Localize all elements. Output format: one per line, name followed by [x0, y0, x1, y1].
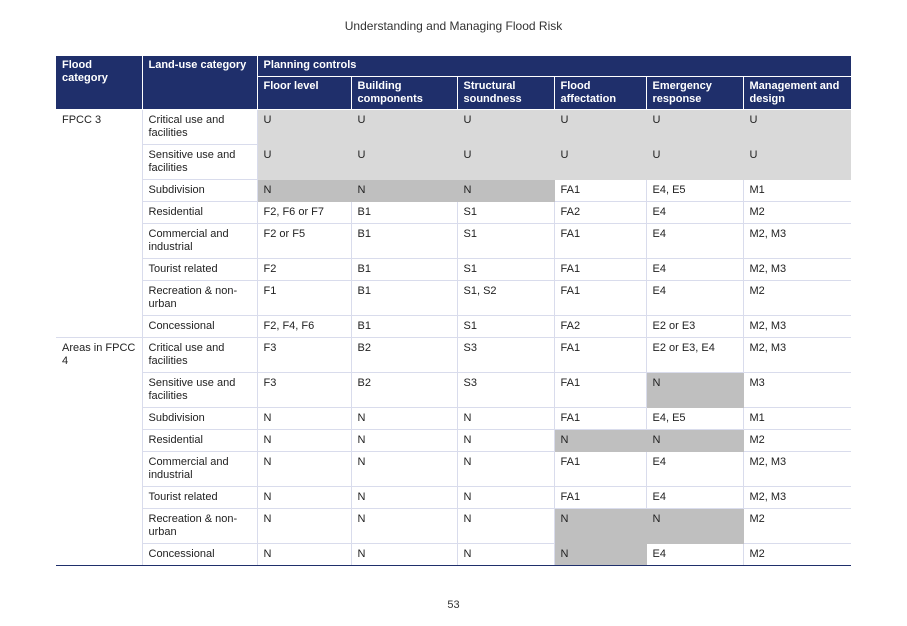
control-cell: F2 or F5	[257, 224, 351, 259]
land-use-cell: Recreation & non-urban	[142, 509, 257, 544]
table-row	[56, 544, 851, 566]
control-cell: N	[457, 487, 554, 509]
land-use-cell: Tourist related	[142, 259, 257, 281]
control-cell: E4	[646, 259, 743, 281]
table-row	[56, 338, 851, 373]
control-cell: E4	[646, 452, 743, 487]
control-cell: E2 or E3, E4	[646, 338, 743, 373]
table-row	[56, 110, 851, 145]
control-cell: FA1	[554, 408, 646, 430]
control-cell: S1	[457, 259, 554, 281]
control-cell: E2 or E3	[646, 316, 743, 338]
control-cell: M1	[743, 180, 851, 202]
control-cell: N	[351, 180, 457, 202]
control-cell: FA1	[554, 487, 646, 509]
control-cell: F2, F6 or F7	[257, 202, 351, 224]
table-row	[56, 509, 851, 544]
land-use-cell: Commercial and industrial	[142, 452, 257, 487]
control-cell: M2, M3	[743, 338, 851, 373]
control-cell: F2, F4, F6	[257, 316, 351, 338]
control-cell: F3	[257, 338, 351, 373]
control-cell: N	[257, 509, 351, 544]
header-emergency-response: Emergency response	[646, 77, 743, 110]
control-cell: FA1	[554, 259, 646, 281]
control-cell: U	[257, 145, 351, 180]
control-cell: U	[554, 145, 646, 180]
header-structural-soundness: Structural soundness	[457, 77, 554, 110]
land-use-cell: Concessional	[142, 544, 257, 566]
table-row	[56, 259, 851, 281]
land-use-cell: Sensitive use and facilities	[142, 145, 257, 180]
control-cell: U	[743, 110, 851, 145]
control-cell: N	[257, 487, 351, 509]
table-row	[56, 373, 851, 408]
control-cell: S3	[457, 373, 554, 408]
land-use-cell: Concessional	[142, 316, 257, 338]
land-use-cell: Residential	[142, 202, 257, 224]
control-cell: S1	[457, 202, 554, 224]
control-cell: N	[351, 452, 457, 487]
control-cell: E4	[646, 224, 743, 259]
control-cell: F3	[257, 373, 351, 408]
control-cell: E4, E5	[646, 408, 743, 430]
land-use-cell: Sensitive use and facilities	[142, 373, 257, 408]
page-header: Understanding and Managing Flood Risk	[344, 19, 563, 33]
control-cell: N	[457, 430, 554, 452]
control-cell: E4	[646, 281, 743, 316]
header-flood-affectation: Flood affectation	[554, 77, 646, 110]
header-building-components: Building components	[351, 77, 457, 110]
control-cell: N	[351, 408, 457, 430]
control-cell: B2	[351, 338, 457, 373]
control-cell: M1	[743, 408, 851, 430]
control-cell: U	[351, 110, 457, 145]
control-cell: N	[351, 430, 457, 452]
land-use-cell: Tourist related	[142, 487, 257, 509]
table-row	[56, 316, 851, 338]
control-cell: FA2	[554, 202, 646, 224]
header-planning-controls: Planning controls	[257, 56, 851, 77]
control-cell: N	[351, 544, 457, 566]
header-flood-category: Flood category	[56, 56, 142, 110]
table-row	[56, 452, 851, 487]
page-number: 53	[447, 599, 460, 611]
control-cell: B1	[351, 259, 457, 281]
table-row	[56, 224, 851, 259]
control-cell: S1	[457, 316, 554, 338]
control-cell: N	[351, 487, 457, 509]
control-cell: N	[554, 509, 646, 544]
control-cell: M2	[743, 202, 851, 224]
table-row	[56, 202, 851, 224]
control-cell: B1	[351, 224, 457, 259]
control-cell: F2	[257, 259, 351, 281]
control-cell: B1	[351, 281, 457, 316]
control-cell: N	[457, 408, 554, 430]
control-cell: M2, M3	[743, 487, 851, 509]
control-cell: N	[457, 180, 554, 202]
control-cell: N	[257, 408, 351, 430]
control-cell: B1	[351, 202, 457, 224]
control-cell: N	[351, 509, 457, 544]
control-cell: S3	[457, 338, 554, 373]
table-row	[56, 430, 851, 452]
land-use-cell: Critical use and facilities	[142, 110, 257, 145]
header-management-and-design: Management and design	[743, 77, 851, 110]
table-row	[56, 180, 851, 202]
control-cell: U	[457, 110, 554, 145]
control-cell: M2, M3	[743, 259, 851, 281]
control-cell: FA1	[554, 373, 646, 408]
control-cell: N	[457, 544, 554, 566]
control-cell: E4	[646, 202, 743, 224]
land-use-cell: Subdivision	[142, 180, 257, 202]
control-cell: FA1	[554, 338, 646, 373]
control-cell: U	[743, 145, 851, 180]
control-cell: M2	[743, 544, 851, 566]
control-cell: N	[257, 180, 351, 202]
control-cell: N	[554, 430, 646, 452]
table-row	[56, 408, 851, 430]
control-cell: N	[554, 544, 646, 566]
table-body	[56, 110, 851, 566]
flood-category-cell: Areas in FPCC 4	[56, 338, 142, 566]
control-cell: FA1	[554, 281, 646, 316]
control-cell: E4, E5	[646, 180, 743, 202]
flood-category-cell: FPCC 3	[56, 110, 142, 338]
control-cell: FA2	[554, 316, 646, 338]
header-floor-level: Floor level	[257, 77, 351, 110]
control-cell: E4	[646, 544, 743, 566]
land-use-cell: Residential	[142, 430, 257, 452]
control-cell: N	[646, 509, 743, 544]
control-cell: FA1	[554, 452, 646, 487]
control-cell: M2, M3	[743, 224, 851, 259]
control-cell: FA1	[554, 180, 646, 202]
control-cell: B1	[351, 316, 457, 338]
control-cell: N	[457, 452, 554, 487]
control-cell: S1	[457, 224, 554, 259]
control-cell: FA1	[554, 224, 646, 259]
control-cell: E4	[646, 487, 743, 509]
control-cell: M2, M3	[743, 452, 851, 487]
control-cell: N	[457, 509, 554, 544]
control-cell: U	[257, 110, 351, 145]
control-cell: N	[257, 544, 351, 566]
control-cell: N	[646, 373, 743, 408]
control-cell: U	[646, 145, 743, 180]
control-cell: M2, M3	[743, 316, 851, 338]
control-cell: M3	[743, 373, 851, 408]
control-cell: U	[554, 110, 646, 145]
planning-controls-table	[56, 56, 851, 566]
land-use-cell: Recreation & non-urban	[142, 281, 257, 316]
table-row	[56, 281, 851, 316]
control-cell: B2	[351, 373, 457, 408]
table-row	[56, 487, 851, 509]
header-land-use-category: Land-use category	[142, 56, 257, 110]
control-cell: S1, S2	[457, 281, 554, 316]
control-cell: U	[457, 145, 554, 180]
control-cell: F1	[257, 281, 351, 316]
control-cell: N	[257, 430, 351, 452]
control-cell: U	[351, 145, 457, 180]
land-use-cell: Commercial and industrial	[142, 224, 257, 259]
land-use-cell: Critical use and facilities	[142, 338, 257, 373]
table-row	[56, 145, 851, 180]
control-cell: N	[646, 430, 743, 452]
land-use-cell: Subdivision	[142, 408, 257, 430]
control-cell: N	[257, 452, 351, 487]
control-cell: M2	[743, 281, 851, 316]
control-cell: U	[646, 110, 743, 145]
control-cell: M2	[743, 509, 851, 544]
control-cell: M2	[743, 430, 851, 452]
